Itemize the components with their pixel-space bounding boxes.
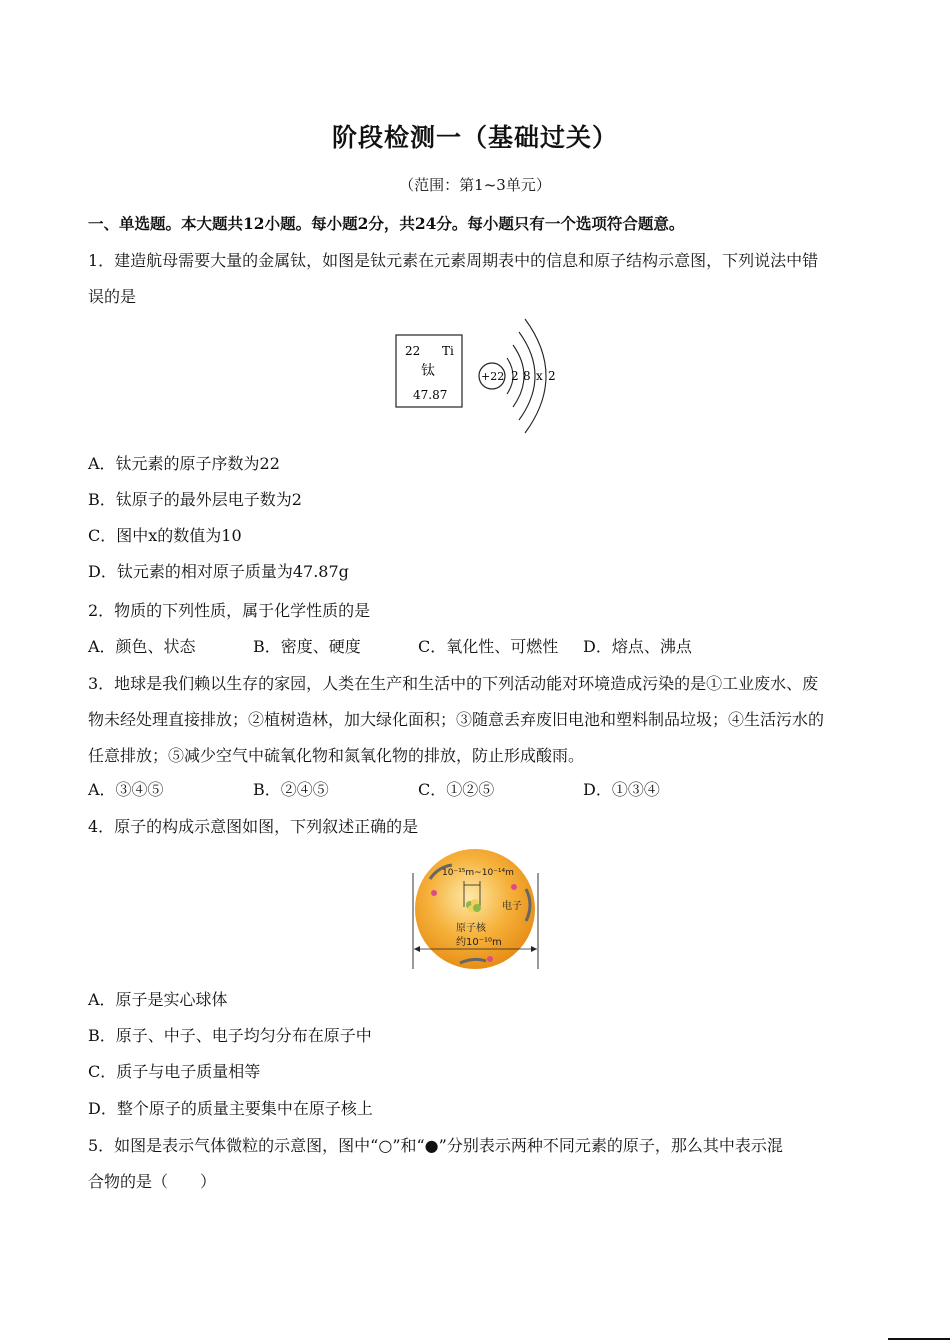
q1-option-c: C．图中x的数值为10 (88, 526, 242, 545)
nucleus-charge: +22 (481, 370, 505, 383)
atom-structure-svg (408, 845, 544, 973)
titanium-figure-svg (395, 315, 565, 435)
q1-stem-line2: 误的是 (88, 287, 137, 306)
nucleus-label: 原子核 (456, 923, 486, 934)
proton-2 (473, 904, 481, 912)
atomic-mass: 47.87 (413, 388, 448, 402)
q1-option-d: D．钛元素的相对原子质量为47.87g (88, 562, 349, 581)
q1-option-a: A．钛元素的原子序数为22 (88, 454, 280, 473)
shell-count-2: 8 (523, 369, 531, 383)
electron-2 (511, 884, 517, 890)
shell-count-3: x (536, 369, 543, 383)
electron-1 (431, 890, 437, 896)
page-edge-rule (888, 1338, 950, 1340)
q5-stem-line2: 合物的是（ ） (88, 1172, 217, 1191)
q2-stem: 2．物质的下列性质，属于化学性质的是 (88, 601, 371, 620)
q2-option-b: B．密度、硬度 (253, 637, 361, 656)
q5-stem-line1: 5．如图是表示气体微粒的示意图，图中“○”和“●”分别表示两种不同元素的原子，那么其中表示混 (88, 1136, 783, 1155)
q4-option-a: A．原子是实心球体 (88, 990, 228, 1009)
atom-size-label: 约10⁻¹⁰m (456, 937, 502, 948)
shell-count-4: 2 (548, 369, 556, 383)
q3-stem-line3: 任意排放；⑤减少空气中硫氧化物和氮氧化物的排放，防止形成酸雨。 (88, 746, 585, 765)
section-heading: 一、单选题。本大题共12小题。每小题2分，共24分。每小题只有一个选项符合题意。 (88, 214, 685, 233)
page-subtitle: （范围：第1~3单元） (399, 176, 551, 194)
atom-structure-figure (408, 845, 544, 973)
q3-option-c: C．①②⑤ (418, 780, 495, 799)
electron-label: 电子 (502, 901, 522, 912)
q4-option-c: C．质子与电子质量相等 (88, 1062, 261, 1081)
q2-option-a: A．颜色、状态 (88, 637, 196, 656)
q3-option-b: B．②④⑤ (253, 780, 329, 799)
q1-option-b: B．钛原子的最外层电子数为2 (88, 490, 302, 509)
q3-option-d: D．①③④ (583, 780, 660, 799)
element-name: 钛 (421, 363, 435, 379)
q3-stem-line2: 物未经处理直接排放；②植树造林，加大绿化面积；③随意丢弃废旧电池和塑料制品垃圾；④生活污水的 (88, 710, 825, 729)
q2-option-d: D．熔点、沸点 (583, 637, 692, 656)
electron-3 (487, 956, 493, 962)
titanium-figure (395, 315, 565, 435)
q4-option-b: B．原子、中子、电子均匀分布在原子中 (88, 1026, 372, 1045)
arrow-head-left (414, 946, 420, 952)
q3-option-a: A．③④⑤ (88, 780, 164, 799)
shell-count-1: 2 (511, 369, 519, 383)
arrow-head-right (531, 946, 537, 952)
nucleus-size-label: 10⁻¹⁵m~10⁻¹⁴m (442, 868, 514, 878)
page-title: 阶段检测一（基础过关） (331, 123, 618, 152)
q4-option-d: D．整个原子的质量主要集中在原子核上 (88, 1099, 373, 1118)
q4-stem: 4．原子的构成示意图如图，下列叙述正确的是 (88, 817, 419, 836)
q3-stem-line1: 3．地球是我们赖以生存的家园，人类在生产和生活中的下列活动能对环境造成污染的是①工业废水、废 (88, 674, 819, 693)
atomic-number: 22 (405, 344, 421, 358)
q1-stem-line1: 1．建造航母需要大量的金属钛，如图是钛元素在元素周期表中的信息和原子结构示意图，下列说法中错 (88, 251, 819, 270)
q2-option-c: C．氧化性、可燃性 (418, 637, 559, 656)
element-symbol: Ti (442, 344, 454, 358)
